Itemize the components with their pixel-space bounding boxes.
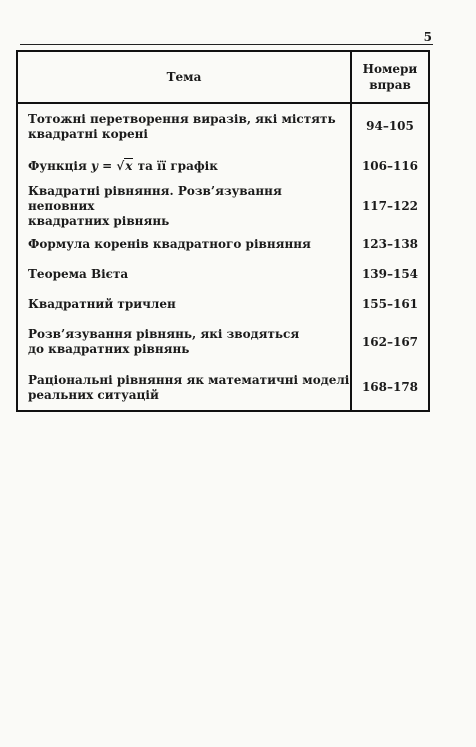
header-rule bbox=[20, 44, 433, 45]
header-exercises-line1: Номери bbox=[362, 62, 418, 76]
formula-equals: = bbox=[97, 158, 117, 173]
row-topic-prefix: Функція bbox=[28, 158, 87, 173]
row-topic-line1: Розв’язування рівнянь, які зводяться bbox=[28, 327, 300, 341]
row-range: 168–178 bbox=[361, 380, 419, 394]
table-row bbox=[17, 183, 429, 229]
row-topic-line1: Квадратний тричлен bbox=[28, 296, 176, 311]
table-row bbox=[17, 319, 429, 365]
row-topic bbox=[17, 259, 351, 289]
row-range: 106–116 bbox=[361, 158, 419, 173]
row-topic bbox=[17, 319, 351, 365]
row-topic-suffix: та її графік bbox=[137, 158, 218, 173]
sqrt-symbol bbox=[116, 159, 133, 174]
row-topic-line1: Раціональні рівняння як математичні моделі bbox=[28, 372, 350, 387]
table-row bbox=[17, 149, 429, 183]
formula bbox=[91, 159, 133, 173]
row-topic bbox=[17, 229, 351, 259]
row-topic-line1: Теорема Вієта bbox=[28, 266, 129, 281]
table-row bbox=[17, 365, 429, 411]
row-range: 139–154 bbox=[361, 266, 419, 281]
row-topic-line2: квадратних рівнянь bbox=[28, 213, 170, 228]
table-row bbox=[17, 229, 429, 259]
table-row bbox=[17, 259, 429, 289]
contents-table bbox=[16, 50, 430, 412]
row-topic bbox=[17, 289, 351, 319]
row-topic-line1: Формула коренів квадратного рівняння bbox=[28, 236, 311, 251]
header-topic: Тема bbox=[17, 51, 351, 103]
table-header-row bbox=[17, 51, 429, 103]
row-topic bbox=[17, 149, 351, 183]
formula-lhs: y bbox=[91, 158, 98, 173]
header-exercises-line2: вправ bbox=[369, 78, 411, 92]
row-topic bbox=[17, 183, 351, 229]
row-topic-line2: до квадратних рівнянь bbox=[28, 342, 190, 356]
row-topic-line1: Квадратні рівняння. Розв’язування неповних bbox=[28, 183, 282, 213]
row-range: 123–138 bbox=[361, 236, 419, 251]
row-range: 117–122 bbox=[361, 198, 419, 213]
header-exercises bbox=[351, 51, 429, 103]
table-row bbox=[17, 289, 429, 319]
row-topic bbox=[17, 365, 351, 411]
row-topic-line2: квадратні корені bbox=[28, 126, 148, 141]
row-range: 94–105 bbox=[366, 119, 414, 133]
row-range: 162–167 bbox=[361, 334, 419, 349]
table-row bbox=[17, 103, 429, 149]
formula-radicand: x bbox=[125, 158, 133, 173]
sqrt-radical: √ bbox=[116, 158, 125, 173]
row-range: 155–161 bbox=[361, 296, 419, 311]
row-topic-line2: реальних ситуацій bbox=[28, 387, 159, 402]
page-number: 5 bbox=[423, 30, 432, 44]
row-topic bbox=[17, 103, 351, 149]
row-topic-line1: Тотожні перетворення виразів, які містять bbox=[28, 111, 336, 126]
